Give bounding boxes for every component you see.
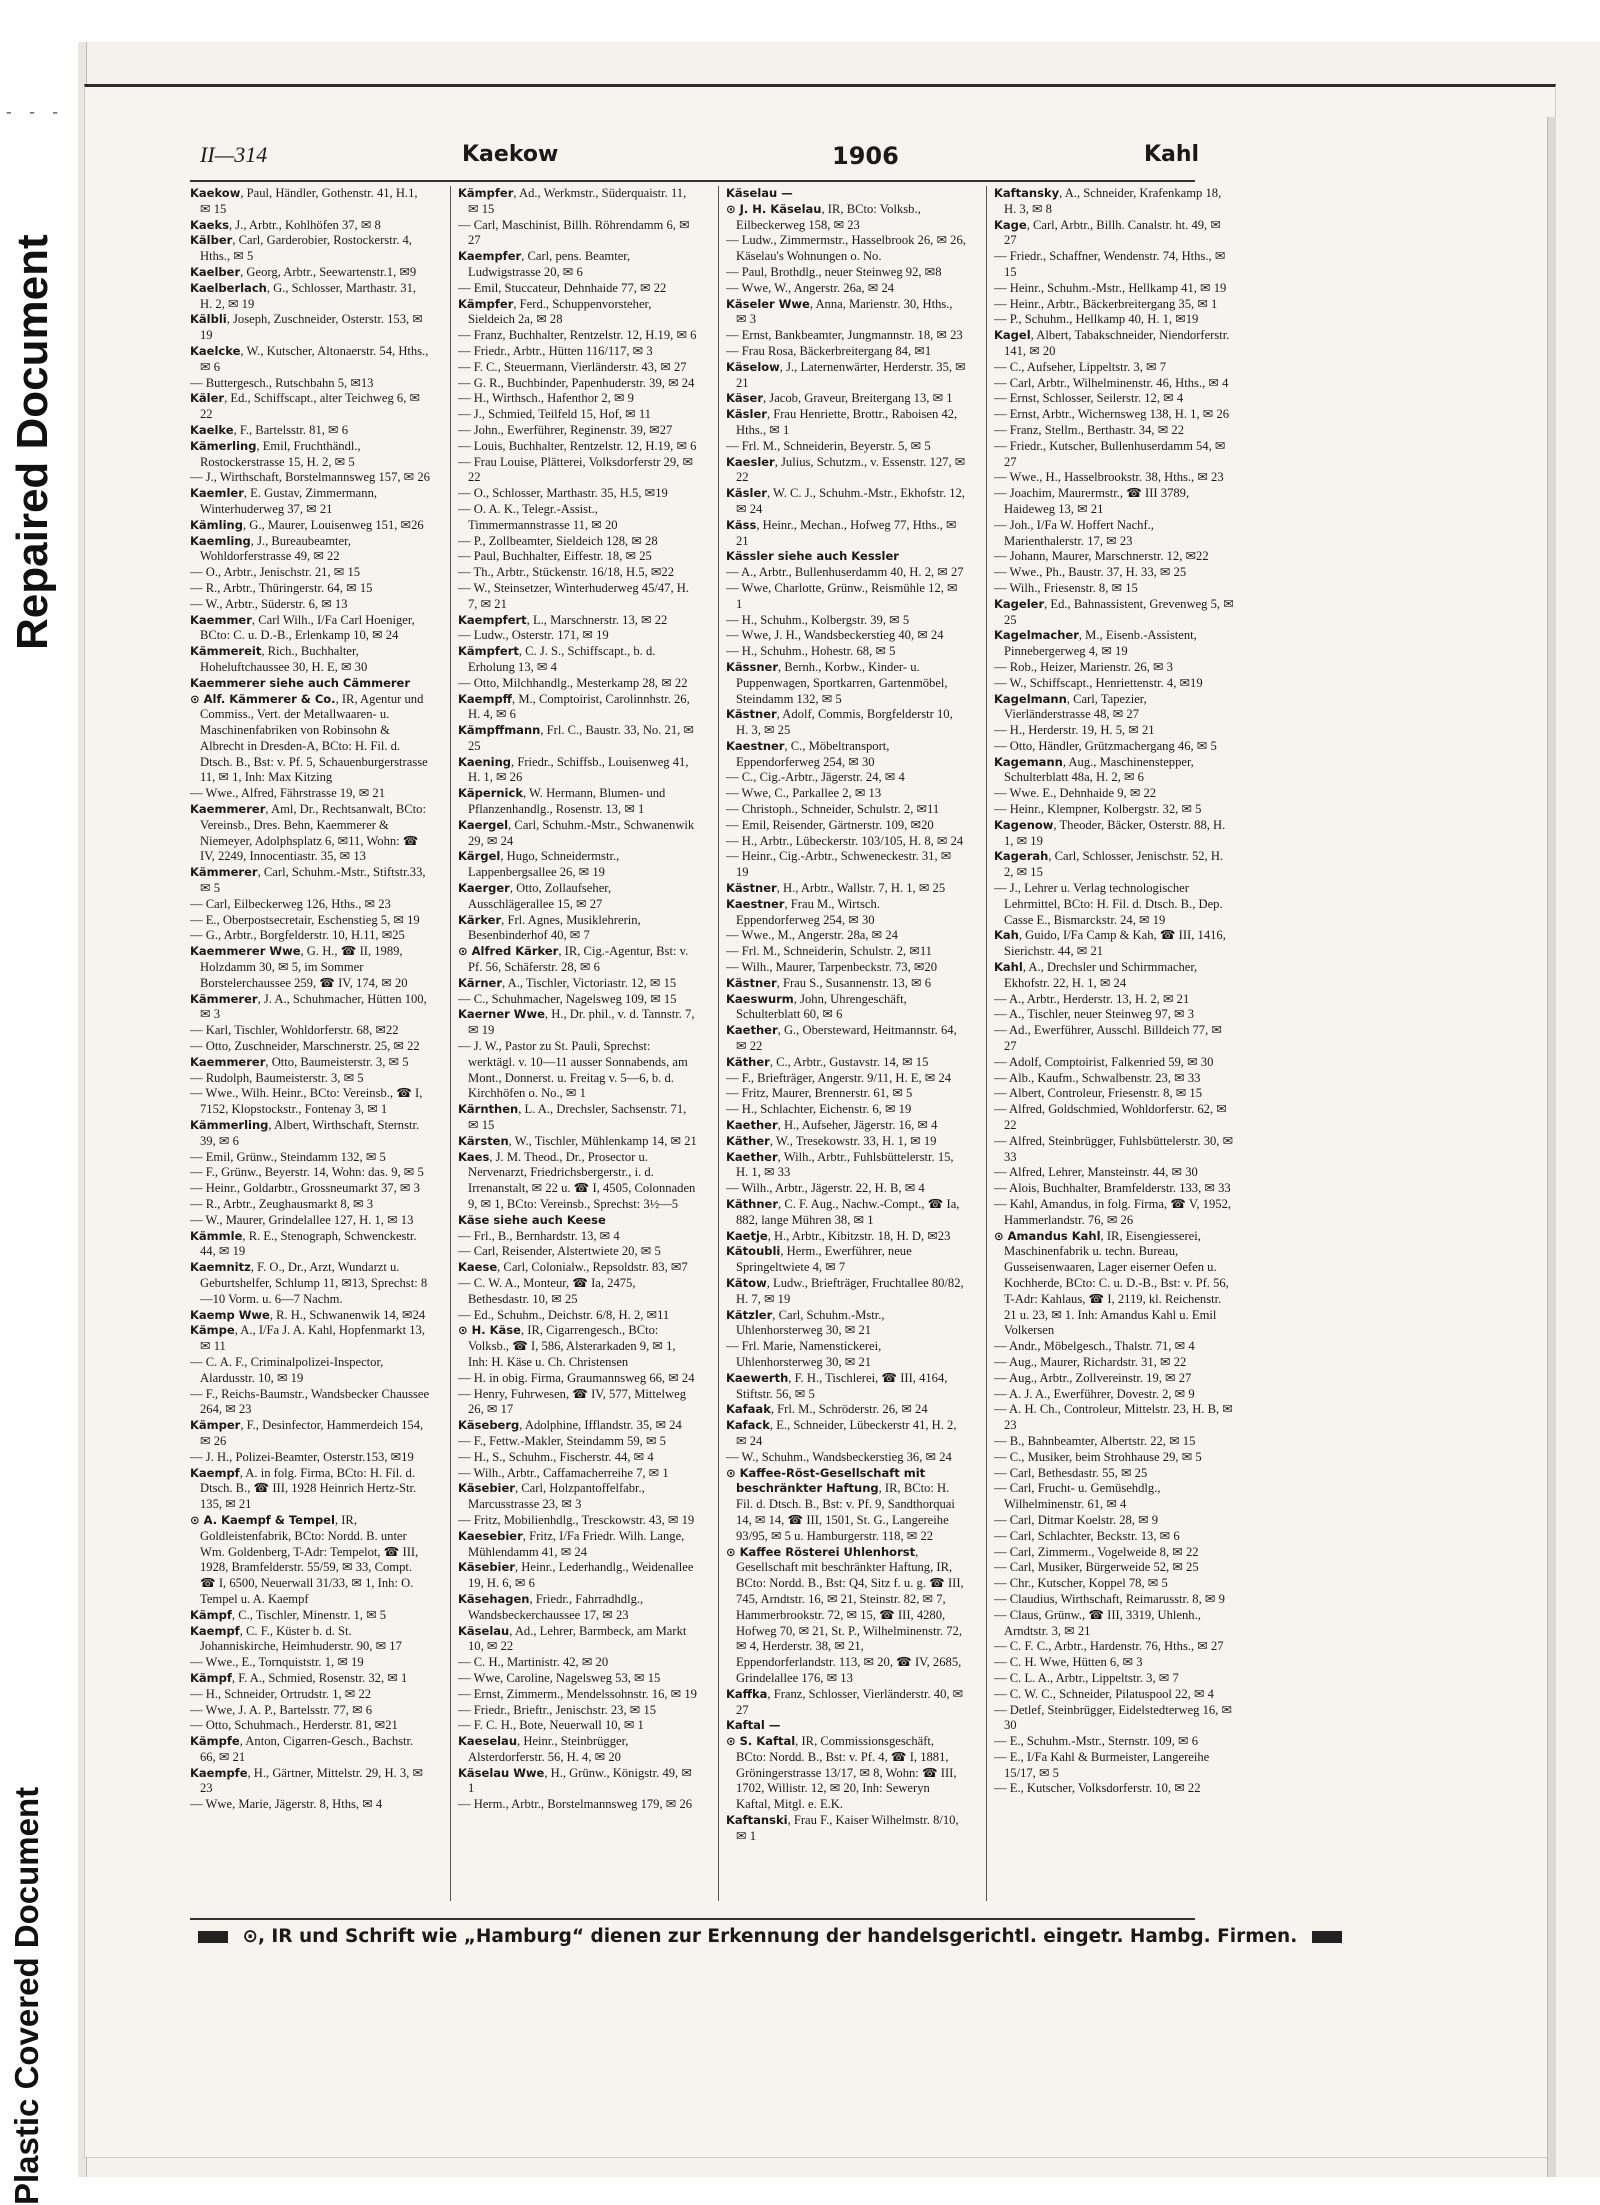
year-heading: 1906 — [832, 142, 899, 170]
directory-entry: Kästner, Adolf, Commis, Borgfelderstr 10, H. 3, ✉ 25 — [726, 707, 953, 738]
directory-entry: ⊙ J. H. Käselau, IR, BCto: Volksb., Eilbeckerweg 158, ✉ 23 — [726, 201, 921, 232]
directory-entry: — Claus, Grünw., ☎ III, 3319, Uhlenh., Arndtstr. 3, ✉ 21 — [994, 1607, 1201, 1638]
directory-entry: — Aug., Arbtr., Zollvereinstr. 19, ✉ 27 — [994, 1370, 1192, 1385]
directory-entry: Kaempf, A. in folg. Firma, BCto: H. Fil. d. Dtsch. B., ☎ III, 1928 Heinrich Hertz-Str. 135, ✉ 21 — [190, 1465, 417, 1512]
directory-entry: — Carl, Maschinist, Billh. Röhrendamm 6, ✉ 27 — [458, 217, 690, 248]
directory-entry: Kässler siehe auch Kessler — [726, 549, 899, 564]
directory-entry: — C. H., Martinistr. 42, ✉ 20 — [458, 1655, 609, 1670]
directory-entry: Kageler, Ed., Bahnassistent, Grevenweg 5, ✉ 25 — [994, 596, 1234, 627]
directory-entry: — A. J. A., Ewerführer, Dovestr. 2, ✉ 9 — [994, 1386, 1195, 1401]
directory-entry: — E., Kutscher, Volksdorferstr. 10, ✉ 22 — [994, 1781, 1201, 1796]
directory-entry: — Herm., Arbtr., Borstelmannsweg 179, ✉ 26 — [458, 1797, 693, 1812]
directory-entry: — Paul, Buchhalter, Eiffestr. 18, ✉ 25 — [458, 549, 652, 564]
directory-entry: Kämpf, C., Tischler, Minenstr. 1, ✉ 5 — [190, 1607, 387, 1622]
directory-entry: — Wwe. E., Dehnhaide 9, ✉ 22 — [994, 786, 1157, 801]
directory-entry: — C., Cig.-Arbtr., Jägerstr. 24, ✉ 4 — [726, 770, 905, 785]
directory-entry: — Ernst, Bankbeamter, Jungmannstr. 18, ✉ 23 — [726, 328, 963, 343]
directory-entry: — Rob., Heizer, Marienstr. 26, ✉ 3 — [994, 659, 1173, 674]
directory-entry: Käselow, J., Laternenwärter, Herderstr. 35, ✉ 21 — [726, 359, 966, 390]
directory-entry: — Fritz, Mobilienhdlg., Tresckowstr. 43, ✉ 19 — [458, 1512, 695, 1527]
directory-entry: Kämmereit, Rich., Buchhalter, Hoheluftchaussee 30, H. E, ✉ 30 — [190, 644, 368, 674]
directory-entry: Kätow, Ludw., Briefträger, Fruchtallee 80/82, H. 7, ✉ 19 — [726, 1275, 964, 1306]
directory-entry: — Frl., B., Bernhardstr. 13, ✉ 4 — [458, 1228, 620, 1243]
directory-entry: Kämper, F., Desinfector, Hammerdeich 154, ✉ 26 — [190, 1418, 424, 1448]
directory-entry: — Alois, Buchhalter, Bramfelderstr. 133, ✉ 33 — [994, 1181, 1231, 1196]
directory-entry: — O. A. K., Telegr.-Assist., Timmermannstrasse 11, ✉ 20 — [458, 501, 618, 532]
directory-entry: Kätzler, Carl, Schuhm.-Mstr., Uhlenhorsterweg 30, ✉ 21 — [726, 1307, 885, 1338]
directory-entry: — C., Schuhmacher, Nagelsweg 109, ✉ 15 — [458, 991, 677, 1006]
repaired-document-label: Repaired Document — [8, 234, 57, 650]
plastic-covered-label: Plastic Covered Document — [8, 1786, 45, 2205]
directory-entry: Kaether, G., Obersteward, Heitmannstr. 64, ✉ 22 — [726, 1023, 957, 1054]
directory-entry: — Christoph., Schneider, Schulstr. 2, ✉11 — [726, 802, 940, 817]
directory-entry: Kaftansky, A., Schneider, Krafenkamp 18, H. 3, ✉ 8 — [994, 186, 1222, 216]
directory-entry: — C., Musiker, beim Strohhause 29, ✉ 5 — [994, 1449, 1202, 1464]
directory-entry: Kärner, A., Tischler, Victoriastr. 12, ✉ 15 — [458, 975, 677, 990]
directory-entry: Kälbli, Joseph, Zuschneider, Osterstr. 153, ✉ 19 — [190, 312, 423, 343]
column-4 — [994, 186, 1234, 1901]
directory-entry: — Paul, Brothdlg., neuer Steinweg 92, ✉8 — [726, 264, 942, 279]
directory-entry: — O., Arbtr., Jenischstr. 21, ✉ 15 — [190, 565, 361, 580]
directory-entry: — F., Reichs-Baumstr., Wandsbecker Chaussee 264, ✉ 23 — [190, 1386, 430, 1417]
directory-entry: Kagenow, Theoder, Bäcker, Osterstr. 88, H. 1, ✉ 19 — [994, 817, 1226, 848]
directory-entry: Kaeks, J., Arbtr., Kohlhöfen 37, ✉ 8 — [190, 217, 381, 232]
directory-entry: Kaemmerer siehe auch Cämmerer — [190, 675, 411, 690]
directory-entry: Käseler Wwe, Anna, Marienstr. 30, Hths., ✉ 3 — [726, 296, 953, 327]
directory-entry: — Otto, Schuhmach., Herderstr. 81, ✉21 — [190, 1718, 398, 1733]
directory-entry: — W., Schiffscapt., Henriettenstr. 4, ✉19 — [994, 675, 1203, 690]
column-3 — [726, 186, 966, 1901]
directory-entry: — C., Aufseher, Lippeltstr. 3, ✉ 7 — [994, 359, 1167, 374]
directory-entry: Kagelmacher, M., Eisenb.-Assistent, Pinnebergerweg 4, ✉ 19 — [994, 628, 1197, 659]
directory-entry: — C. L. A., Arbtr., Lippeltstr. 3, ✉ 7 — [994, 1670, 1179, 1685]
directory-entry: Käsler, Frau Henriette, Brottr., Raboisen 42, Hths., ✉ 1 — [726, 407, 958, 437]
directory-entry: — Friedr., Arbtr., Hütten 116/117, ✉ 3 — [458, 343, 653, 358]
directory-entry: — Wwe, J. A. P., Bartelsstr. 77, ✉ 6 — [190, 1702, 373, 1717]
directory-entry: — Wwe., E., Tornquiststr. 1, ✉ 19 — [190, 1655, 364, 1670]
directory-entry: — Carl, Eilbeckerweg 126, Hths., ✉ 23 — [190, 896, 391, 911]
directory-entry: — Louis, Buchhalter, Rentzelstr. 12, H.19, ✉ 6 — [458, 438, 697, 453]
directory-entry: Kagerah, Carl, Schlosser, Jenischstr. 52, H. 2, ✉ 15 — [994, 849, 1224, 880]
directory-entry: — G., Arbtr., Borgfelderstr. 10, H.11, ✉25 — [190, 928, 405, 943]
directory-entry: — Albert, Controleur, Friesenstr. 8, ✉ 15 — [994, 1086, 1203, 1101]
directory-entry: — C. W. C., Schneider, Pilatuspool 22, ✉ 4 — [994, 1686, 1214, 1701]
directory-entry: — Otto, Milchhandlg., Mesterkamp 28, ✉ 22 — [458, 675, 688, 690]
directory-entry: — P., Schuhm., Hellkamp 40, H. 1, ✉19 — [994, 312, 1199, 327]
directory-entry: Kämerling, Emil, Fruchthändl., Rostockerstrasse 15, H. 2, ✉ 5 — [190, 438, 361, 469]
directory-entry: — C. H. Wwe, Hütten 6, ✉ 3 — [994, 1655, 1143, 1670]
directory-entry: — Ed., Schuhm., Deichstr. 6/8, H. 2, ✉11 — [458, 1307, 670, 1322]
directory-entry: — H. in obig. Firma, Graumannsweg 66, ✉ 24 — [458, 1370, 695, 1385]
directory-entry: — Ernst, Arbtr., Wichernsweg 138, H. 1, ✉ 26 — [994, 407, 1230, 422]
directory-entry: — Frl. Marie, Namenstickerei, Uhlenhorsterweg 30, ✉ 21 — [726, 1339, 882, 1369]
directory-entry: — Wilh., Friesenstr. 8, ✉ 15 — [994, 580, 1138, 595]
directory-entry: — Ernst, Zimmerm., Mendelssohnstr. 16, ✉ 19 — [458, 1686, 697, 1701]
column-1 — [190, 186, 430, 1901]
directory-entry: — Carl, Ditmar Koelstr. 28, ✉ 9 — [994, 1512, 1159, 1527]
directory-entry: Kaemnitz, F. O., Dr., Arzt, Wundarzt u. Geburtshelfer, Schlump 11, ✉13, Sprechst: 8—10 Vorm. u. 6—7 Nachm. — [190, 1260, 428, 1306]
directory-entry: — Th., Arbtr., Stückenstr. 16/18, H.5, ✉22 — [458, 565, 675, 580]
directory-entry: — Ludw., Zimmermstr., Hasselbrook 26, ✉ 26, Käselau's Wohnungen o. No. — [726, 233, 966, 264]
directory-entry: Kaerger, Otto, Zollaufseher, Ausschlägerallee 15, ✉ 27 — [458, 881, 612, 911]
directory-entry: Kälber, Carl, Garderobier, Rostockerstr. 4, Hths., ✉ 5 — [190, 233, 412, 264]
directory-entry: Kafack, E., Schneider, Lübeckerstr 41, H. 2, ✉ 24 — [726, 1418, 957, 1448]
directory-entry: — Ludw., Osterstr. 171, ✉ 19 — [458, 628, 609, 643]
directory-entry: — Wwe., M., Angerstr. 28a, ✉ 24 — [726, 928, 898, 943]
directory-entry: ⊙ Alfred Kärker, IR, Cig.-Agentur, Bst: v. Pf. 56, Schäferstr. 28, ✉ 6 — [458, 944, 689, 975]
directory-entry: Kaempfer, Carl, pens. Beamter, Ludwigstrasse 20, ✉ 6 — [458, 249, 631, 279]
directory-entry: — Emil, Grünw., Steindamm 132, ✉ 5 — [190, 1149, 386, 1164]
directory-entry: — Wilh., Arbtr., Caffamacherreihe 7, ✉ 1 — [458, 1465, 669, 1480]
directory-entry: — Wwe., Ph., Baustr. 37, H. 33, ✉ 25 — [994, 565, 1187, 580]
directory-entry: — Claudius, Wirthschaft, Reimarusstr. 8, ✉ 9 — [994, 1591, 1225, 1606]
directory-entry: — Franz, Buchhalter, Rentzelstr. 12, H.19, ✉ 6 — [458, 328, 697, 343]
directory-entry: — Heinr., Goldarbtr., Grossneumarkt 37, ✉ 3 — [190, 1181, 420, 1196]
header-rule — [190, 180, 1195, 182]
directory-entry: Kaemmer, Carl Wilh., I/Fa Carl Hoeniger, BCto: C. u. D.-B., Erlenkamp 10, ✉ 24 — [190, 612, 415, 643]
directory-entry: Käser, Jacob, Graveur, Breitergang 13, ✉ 1 — [726, 391, 953, 406]
directory-entry: — Alfred, Goldschmied, Wohldorferstr. 62, ✉ 22 — [994, 1102, 1227, 1133]
column-2 — [458, 186, 698, 1901]
directory-entry: — Wwe, Charlotte, Grünw., Reismühle 12, ✉ 1 — [726, 580, 958, 611]
directory-entry: Kaestner, Frau M., Wirtsch. Eppendorferweg 254, ✉ 30 — [726, 896, 880, 927]
directory-entry: — P., Zollbeamter, Sieldeich 128, ✉ 28 — [458, 533, 658, 548]
directory-entry: Kaemmerer, Otto, Baumeisterstr. 3, ✉ 5 — [190, 1054, 409, 1069]
directory-entry: — Franz, Stellm., Berthastr. 34, ✉ 22 — [994, 422, 1184, 437]
directory-entry: — G. R., Buchbinder, Papenhuderstr. 39, ✉ 24 — [458, 375, 695, 390]
directory-entry: — Alfred, Lehrer, Mansteinstr. 44, ✉ 30 — [994, 1165, 1198, 1180]
page-footer — [190, 1918, 1298, 1960]
pointing-hand-icon — [1312, 1931, 1342, 1943]
directory-entry: — Wwe, Caroline, Nagelsweg 53, ✉ 15 — [458, 1670, 661, 1685]
directory-entry: — H., Herderstr. 19, H. 5, ✉ 21 — [994, 723, 1155, 738]
directory-entry: Käsebier, Carl, Holzpantoffelfabr., Marcusstrasse 23, ✉ 3 — [458, 1481, 645, 1512]
directory-entry: Kaftal — — [726, 1718, 781, 1733]
directory-entry: Kaening, Friedr., Schiffsb., Louisenweg 41, H. 1, ✉ 26 — [458, 754, 689, 785]
directory-entry: Kämpfert, C. J. S., Schiffscapt., b. d. Erholung 13, ✉ 4 — [458, 644, 656, 674]
directory-entry: Kaemler, E. Gustav, Zimmermann, Winterhuderweg 37, ✉ 21 — [190, 486, 378, 516]
directory-entry: Kaether, Wilh., Arbtr., Fuhlsbüttelerstr. 15, H. 1, ✉ 33 — [726, 1149, 954, 1180]
directory-entry: — J., Schmied, Teilfeld 15, Hof, ✉ 11 — [458, 407, 651, 422]
directory-entry: Kätoubli, Herm., Ewerführer, neue Springeltwiete 4, ✉ 7 — [726, 1244, 912, 1275]
directory-entry: — Otto, Zuschneider, Marschnerstr. 25, ✉ 22 — [190, 1039, 420, 1054]
directory-entry: Kärsten, W., Tischler, Mühlenkamp 14, ✉ 21 — [458, 1133, 697, 1148]
directory-entry: — Carl, Schlachter, Beckstr. 13, ✉ 6 — [994, 1528, 1180, 1543]
directory-entry: Käler, Ed., Schiffscapt., alter Teichweg 6, ✉ 22 — [190, 391, 421, 422]
directory-entry: — Heinr., Cig.-Arbtr., Schweneckestr. 31, ✉ 19 — [726, 849, 952, 880]
directory-entry: — Wwe, W., Angerstr. 26a, ✉ 24 — [726, 280, 895, 295]
directory-entry: — Heinr., Schuhm.-Mstr., Hellkamp 41, ✉ 19 — [994, 280, 1227, 295]
directory-entry: — A., Arbtr., Bullenhuserdamm 40, H. 2, ✉ 27 — [726, 565, 964, 580]
directory-entry: — Henry, Fuhrwesen, ☎ IV, 577, Mittelweg 26, ✉ 17 — [458, 1386, 687, 1417]
directory-entry: — Wilh., Maurer, Tarpenbeckstr. 73, ✉20 — [726, 960, 938, 975]
directory-entry: — J. H., Polizei-Beamter, Osterstr.153, ✉19 — [190, 1449, 414, 1464]
directory-entry: — A., Arbtr., Herderstr. 13, H. 2, ✉ 21 — [994, 991, 1190, 1006]
directory-entry: — Wwe., Alfred, Fährstrasse 19, ✉ 21 — [190, 786, 385, 801]
directory-entry: Kästner, H., Arbtr., Wallstr. 7, H. 1, ✉ 25 — [726, 881, 946, 896]
directory-entry: — Buttergesch., Rutschbahn 5, ✉13 — [190, 375, 374, 390]
directory-entry: — Emil, Reisender, Gärtnerstr. 109, ✉20 — [726, 817, 934, 832]
directory-entry: — Heinr., Arbtr., Bäckerbreitergang 35, ✉ 1 — [994, 296, 1218, 311]
directory-entry: Kaewerth, F. H., Tischlerei, ☎ III, 4164, Stiftstr. 56, ✉ 5 — [726, 1370, 948, 1401]
directory-entry: Käsler, W. C. J., Schuhm.-Mstr., Ekhofstr. 12, ✉ 24 — [726, 486, 965, 516]
directory-entry: — C. W. A., Monteur, ☎ Ia, 2475, Bethesdastr. 10, ✉ 25 — [458, 1275, 636, 1306]
directory-entry: Kämpfer, Ferd., Schuppenvorsteher, Sieldeich 2a, ✉ 28 — [458, 296, 652, 327]
directory-entry: — Wwe, J. H., Wandsbeckerstieg 40, ✉ 24 — [726, 628, 944, 643]
directory-entry: Käthner, C. F. Aug., Nachw.-Compt., ☎ Ia, 882, lange Mühren 38, ✉ 1 — [726, 1197, 960, 1227]
directory-entry: — Emil, Stuccateur, Dehnhaide 77, ✉ 22 — [458, 280, 667, 295]
directory-entry: Kaemling, J., Bureaubeamter, Wohldorferstrasse 49, ✉ 22 — [190, 533, 351, 564]
directory-entry: Kämpfer, Ad., Werkmstr., Süderquaistr. 11, ✉ 15 — [458, 186, 687, 216]
page-number: II—314 — [200, 142, 268, 167]
directory-entry: — Detlef, Steinbrügger, Eidelstedterweg 16, ✉ 30 — [994, 1702, 1233, 1733]
directory-entry: — H., Arbtr., Lübeckerstr. 103/105, H. 8, ✉ 24 — [726, 833, 964, 848]
directory-entry: Kässner, Bernh., Korbw., Kinder- u. Puppenwagen, Sportkarren, Gartenmöbel, Steindamm 132, ✉ 5 — [726, 659, 948, 706]
directory-entry: — Chr., Kutscher, Koppel 78, ✉ 5 — [994, 1576, 1168, 1591]
directory-entry: — Ad., Ewerführer, Ausschl. Billdeich 77, ✉ 27 — [994, 1023, 1222, 1054]
directory-entry: — Otto, Händler, Grützmachergang 46, ✉ 5 — [994, 738, 1217, 753]
directory-entry: Kaestner, C., Möbeltransport, Eppendorferweg 254, ✉ 30 — [726, 738, 890, 769]
directory-entry: — Rudolph, Baumeisterstr. 3, ✉ 5 — [190, 1070, 364, 1085]
column-divider — [718, 186, 719, 1901]
directory-entry: — H., S., Schuhm., Fischerstr. 44, ✉ 4 — [458, 1449, 654, 1464]
directory-entry: Kämmle, R. E., Stenograph, Schwenckestr. 44, ✉ 19 — [190, 1228, 417, 1259]
directory-entry: — Aug., Maurer, Richardstr. 31, ✉ 22 — [994, 1354, 1187, 1369]
directory-entry: — F. C., Steuermann, Vierländerstr. 43, ✉ 27 — [458, 359, 687, 374]
directory-entry: Käselau — — [726, 186, 793, 200]
last-entry-heading: Kahl — [1144, 142, 1200, 167]
directory-entry: Kaesebier, Fritz, I/Fa Friedr. Wilh. Lange, Mühlendamm 41, ✉ 24 — [458, 1528, 685, 1559]
directory-entry: — Carl, Bethesdastr. 55, ✉ 25 — [994, 1465, 1148, 1480]
directory-entry: Kämmerer, Carl, Schuhm.-Mstr., Stiftstr.33, ✉ 5 — [190, 865, 426, 896]
directory-entry: — A., Tischler, neuer Steinweg 97, ✉ 3 — [994, 1007, 1194, 1022]
side-label-strip — [0, 0, 78, 2205]
directory-entry: Kaeselau, Heinr., Steinbrügger, Alsterdorferstr. 56, H. 4, ✉ 20 — [458, 1734, 629, 1764]
directory-entry: — R., Arbtr., Zeughausmarkt 8, ✉ 3 — [190, 1197, 373, 1211]
directory-entry: Käselau, Ad., Lehrer, Barmbeck, am Markt 10, ✉ 22 — [458, 1623, 687, 1654]
directory-entry: — J., Wirthschaft, Borstelmannsweg 157, ✉ 26 — [190, 470, 430, 485]
directory-entry: — Alb., Kaufm., Schwalbenstr. 23, ✉ 33 — [994, 1070, 1201, 1085]
directory-entry: Kaelke, F., Bartelsstr. 81, ✉ 6 — [190, 422, 349, 437]
directory-entry: Kaffka, Franz, Schlosser, Vierländerstr. 40, ✉ 27 — [726, 1686, 964, 1717]
directory-entry: — W., Steinsetzer, Winterhuderweg 45/47, H. 7, ✉ 21 — [458, 580, 689, 611]
column-divider — [986, 186, 987, 1901]
directory-entry: ⊙ Kaffee Rösterei Uhlenhorst, Gesellschaft mit beschränkter Haftung, IR, BCto: Nordd. B., Bst: Q4, Sitz f. u. g. ☎ III, 745, Arndtstr. 16, ✉ 21, Steinstr. 82, ✉ 7, Hammerbrookstr. 72, ✉ 15, ☎ III, 4280, Hofweg 70, ✉ 21, St. P., Wilhelminenstr. 72, ✉ 4, Herderstr. 38, ✉ 21, Eppendorferlandstr. 113, ✉ 20, ☎ IV, 2685, Grindelallee 176, ✉ 13 — [726, 1544, 964, 1685]
directory-entry: — Carl, Arbtr., Wilhelminenstr. 46, Hths., ✉ 4 — [994, 375, 1229, 390]
directory-entry: — E., Schuhm.-Mstr., Sternstr. 109, ✉ 6 — [994, 1734, 1199, 1749]
directory-entry: — F., Fettw.-Makler, Steindamm 59, ✉ 5 — [458, 1433, 666, 1448]
directory-entry: ⊙ Kaffee-Röst-Gesellschaft mit beschränkter Haftung, IR, BCto: H. Fil. d. Dtsch. B., Bst: v. Pf. 9, Sandthorquai 14, ✉ 14, ☎ III, 1501, St. G., Langereihe 93/95, ✉ 5 u. Hamburgerstr. 118, ✉ 22 — [726, 1465, 955, 1543]
directory-entry: Kaemp Wwe, R. H., Schwanenwik 14, ✉24 — [190, 1307, 426, 1322]
directory-entry: Kaerner Wwe, H., Dr. phil., v. d. Tannstr. 7, ✉ 19 — [458, 1007, 695, 1038]
directory-entry: Kaetje, H., Arbtr., Kibitzstr. 18, H. D, ✉23 — [726, 1228, 951, 1243]
directory-entry: Kaese, Carl, Colonialw., Repsoldstr. 83, ✉7 — [458, 1260, 688, 1275]
directory-entry: Kämmerer, J. A., Schuhmacher, Hütten 100, ✉ 3 — [190, 991, 427, 1022]
directory-entry: — Carl, Musiker, Bürgerweide 52, ✉ 25 — [994, 1560, 1199, 1575]
directory-entry: Kaeswurm, John, Uhrengeschäft, Schulterblatt 60, ✉ 6 — [726, 991, 907, 1022]
directory-entry: — J. W., Pastor zu St. Pauli, Sprechst: werktägl. v. 10—11 ausser Sonnabends, am Mont., Donnerst. u. Freitag v. 5—6, b. d. Kirchhöfen o. No., ✉ 1 — [458, 1039, 688, 1101]
directory-entry: — O., Schlosser, Marthastr. 35, H.5, ✉19 — [458, 486, 668, 501]
directory-entry: — Friedr., Brieftr., Jenischstr. 23, ✉ 15 — [458, 1702, 657, 1717]
page-edge — [1547, 117, 1556, 2177]
directory-entry: Käther, W., Tresekowstr. 33, H. 1, ✉ 19 — [726, 1133, 937, 1148]
pointing-hand-icon — [198, 1931, 228, 1943]
directory-entry: Kah, Guido, I/Fa Camp & Kah, ☎ III, 1416, Sierichstr. 44, ✉ 21 — [994, 928, 1226, 959]
directory-entry: — F., Briefträger, Angerstr. 9/11, H. E, ✉ 24 — [726, 1070, 952, 1085]
directory-entry: — W., Schuhm., Wandsbeckerstieg 36, ✉ 24 — [726, 1449, 952, 1464]
directory-entry: — H., Schneider, Ortrudstr. 1, ✉ 22 — [190, 1686, 372, 1701]
directory-entry: — John., Ewerführer, Reginenstr. 39, ✉27 — [458, 422, 673, 437]
directory-entry: Kaemmerer Wwe, G. H., ☎ II, 1989, Holzdamm 30, ✉ 5, im Sommer Borstelerchaussee 259, ☎ IV, 174, ✉ 20 — [190, 944, 408, 990]
directory-entry: Kagelmann, Carl, Tapezier, Vierländerstrasse 48, ✉ 27 — [994, 691, 1147, 722]
directory-entry: — W., Maurer, Grindelallee 127, H. 1, ✉ 13 — [190, 1212, 414, 1227]
directory-entry: Kagemann, Aug., Maschinenstepper, Schulterblatt 48a, H. 2, ✉ 6 — [994, 754, 1194, 785]
directory-entry: — Carl, Reisender, Alstertwiete 20, ✉ 5 — [458, 1244, 661, 1259]
directory-entry: Kaelcke, W., Kutscher, Altonaerstr. 54, Hths., ✉ 6 — [190, 343, 429, 374]
directory-entry: Käse siehe auch Keese — [458, 1212, 606, 1227]
directory-entry: — Fritz, Maurer, Brennerstr. 61, ✉ 5 — [726, 1086, 913, 1101]
directory-entry: — H., Schlachter, Eichenstr. 6, ✉ 19 — [726, 1102, 912, 1117]
directory-entry: Käseberg, Adolphine, Ifflandstr. 35, ✉ 24 — [458, 1418, 682, 1433]
directory-entry: — Frau Louise, Plätterei, Volksdorferstr 29, ✉ 22 — [458, 454, 693, 485]
directory-entry: — Friedr., Schaffner, Wendenstr. 74, Hths., ✉ 15 — [994, 249, 1226, 279]
directory-entry: Kaempfe, H., Gärtner, Mittelstr. 29, H. 3, ✉ 23 — [190, 1765, 423, 1796]
directory-entry: — Wwe, Marie, Jägerstr. 8, Hths, ✉ 4 — [190, 1797, 383, 1812]
directory-entry: Kämmerling, Albert, Wirthschaft, Sternstr. 39, ✉ 6 — [190, 1118, 420, 1148]
directory-entry: — Frau Rosa, Bäckerbreitergang 84, ✉1 — [726, 343, 932, 358]
directory-entry: Kagel, Albert, Tabakschneider, Niendorferstr. 141, ✉ 20 — [994, 328, 1230, 358]
directory-entry: — H., Schuhm., Hohestr. 68, ✉ 5 — [726, 644, 896, 659]
top-dashes: - - - — [4, 104, 63, 122]
directory-entry: — E., Oberpostsecretair, Eschenstieg 5, ✉ 19 — [190, 912, 420, 927]
directory-entry: — Wilh., Arbtr., Jägerstr. 22, H. B, ✉ 4 — [726, 1181, 925, 1196]
directory-entry: — Heinr., Klempner, Kolbergstr. 32, ✉ 5 — [994, 802, 1202, 817]
directory-entry: — Frl. M., Schneiderin, Beyerstr. 5, ✉ 5 — [726, 438, 931, 453]
directory-entry: Kahl, A., Drechsler und Schirmmacher, Ekhofstr. 22, H. 1, ✉ 24 — [994, 960, 1198, 990]
directory-entry: — C. A. F., Criminalpolizei-Inspector, Alardusstr. 10, ✉ 19 — [190, 1354, 384, 1385]
directory-entry: Kaes, J. M. Theod., Dr., Prosector u. Nervenarzt, Friedrichsbergerstr., i. d. Irrenanstalt, ✉ 22 u. ☎ I, 4505, Colonnaden 9, ✉ 1, BCto: Vereinsb., Sprechst: 3½—5 — [458, 1149, 696, 1211]
directory-entry: Kaempff, M., Comptoirist, Carolinnhstr. 26, H. 4, ✉ 6 — [458, 691, 690, 722]
footer-note: ⊙, IR und Schrift wie „Hamburg“ dienen zur Erkennung der handelsgerichtl. eingetr. Hambg. Firmen. — [242, 1926, 1298, 1947]
directory-entry: Kaempfert, L., Marschnerstr. 13, ✉ 22 — [458, 612, 668, 627]
directory-entry: Kästner, Frau S., Susannenstr. 13, ✉ 6 — [726, 975, 932, 990]
directory-entry: Kärnthen, L. A., Drechsler, Sachsenstr. 71, ✉ 15 — [458, 1102, 687, 1133]
directory-entry: Kämpf, F. A., Schmied, Rosenstr. 32, ✉ 1 — [190, 1670, 408, 1685]
directory-entry: — Ernst, Schlosser, Seilerstr. 12, ✉ 4 — [994, 391, 1184, 406]
directory-entry: Kaergel, Carl, Schuhm.-Mstr., Schwanenwik 29, ✉ 24 — [458, 817, 695, 848]
directory-entry: — E., I/Fa Kahl & Burmeister, Langereihe 15/17, ✉ 5 — [994, 1749, 1210, 1780]
directory-entry: — Joh., I/Fa W. Hoffert Nachf., Marienthalerstr. 17, ✉ 23 — [994, 517, 1154, 548]
directory-entry: Kämpfe, Anton, Cigarren-Gesch., Bachstr. 66, ✉ 21 — [190, 1734, 414, 1764]
directory-entry: — Kahl, Amandus, in folg. Firma, ☎ V, 1952, Hammerlandstr. 76, ✉ 26 — [994, 1197, 1232, 1227]
directory-entry: — J., Lehrer u. Verlag technologischer Lehrmittel, BCto: H. Fil. d. Dtsch. B., Dep. Casse E., Bismarckstr. 24, ✉ 19 — [994, 881, 1223, 927]
directory-entry: — Wwe, C., Parkallee 2, ✉ 13 — [726, 786, 882, 801]
directory-entry: Kaelberlach, G., Schlosser, Marthastr. 31, H. 2, ✉ 19 — [190, 280, 417, 311]
directory-entry: — Andr., Möbelgesch., Thalstr. 71, ✉ 4 — [994, 1339, 1195, 1354]
directory-entry: — A. H. Ch., Controleur, Mittelstr. 23, H. B, ✉ 23 — [994, 1402, 1233, 1433]
directory-entry: — Johann, Maurer, Marschnerstr. 12, ✉22 — [994, 549, 1209, 564]
directory-entry: Käss, Heinr., Mechan., Hofweg 77, Hths., ✉ 21 — [726, 517, 957, 548]
directory-entry: — Carl, Frucht- u. Gemüsehdlg., Wilhelminenstr. 61, ✉ 4 — [994, 1481, 1161, 1512]
directory-entry: — Carl, Zimmerm., Vogelweide 8, ✉ 22 — [994, 1544, 1199, 1559]
first-entry-heading: Kaekow — [462, 142, 559, 167]
directory-entry: — Alfred, Steinbrügger, Fuhlsbüttelerstr. 30, ✉ 33 — [994, 1133, 1234, 1164]
directory-entry: — Joachim, Maurermstr., ☎ III 3789, Haideweg 13, ✉ 21 — [994, 486, 1190, 516]
directory-entry: Kaelber, Georg, Arbtr., Seewartenstr.1, ✉9 — [190, 264, 417, 279]
directory-entry: Kafaak, Frl. M., Schröderstr. 26, ✉ 24 — [726, 1402, 928, 1417]
directory-entry: — C. F. C., Arbtr., Hardenstr. 76, Hths., ✉ 27 — [994, 1639, 1224, 1654]
directory-entry: — F. C. H., Bote, Neuerwall 10, ✉ 1 — [458, 1718, 644, 1733]
directory-entry: — Adolf, Comptoirist, Falkenried 59, ✉ 30 — [994, 1054, 1214, 1069]
directory-entry: — Friedr., Kutscher, Bullenhuserdamm 54, ✉ 27 — [994, 438, 1226, 469]
column-divider — [450, 186, 451, 1901]
directory-entry: ⊙ Alf. Kämmerer & Co., IR, Agentur und Commiss., Vert. der Metallwaaren- u. Maschinenfabriken von Robinsohn & Albrecht in Dresden-A, BCto: H. Fil. d. Dtsch. B., Bst: v. Pf. 5, Schauenburgerstrasse 11, ✉ 1, Inh: Max Kitzing — [190, 691, 428, 785]
directory-entry: ⊙ S. Kaftal, IR, Commissionsgeschäft, BCto: Nordd. B., Bst: v. Pf. 4, ☎ I, 1881, Gröningerstrasse 13/17, ✉ 8, Wohn: ☎ III, 1702, Willistr. 12, ✉ 20, Inh: Seweryn Kaftal, Mitgl. e. E.K. — [726, 1734, 957, 1812]
directory-entry: — Wwe., Wilh. Heinr., BCto: Vereinsb., ☎ I, 7152, Klopstockstr., Fontenay 3, ✉ 1 — [190, 1086, 423, 1117]
directory-entry: Käther, C., Arbtr., Gustavstr. 14, ✉ 15 — [726, 1054, 929, 1069]
directory-entry: Kaemmerer, Aml, Dr., Rechtsanwalt, BCto: Vereinsb., Dres. Behn, Kaemmerer & Niemeyer, Adolphsplatz 6, ✉11, Wohn: ☎ IV, 2249, Innocentiastr. 35, ✉ 13 — [190, 802, 426, 864]
directory-entry: Kaekow, Paul, Händler, Gothenstr. 41, H.1, ✉ 15 — [190, 186, 418, 216]
directory-entry: ⊙ A. Kaempf & Tempel, IR, Goldleistenfabrik, BCto: Nordd. B. unter Wm. Goldenberg, T-Adr: Tempelot, ☎ III, 1928, Bramfelderstr. 55/59, ✉ 33, Compt. ☎ I, 6500, Neuerwall 31/33, ✉ 1, Inh: O. Tempel u. A. Kaempf — [190, 1512, 419, 1606]
directory-entry: — B., Bahnbeamter, Albertstr. 22, ✉ 15 — [994, 1433, 1196, 1448]
directory-entry: Kämpe, A., I/Fa J. A. Kahl, Hopfenmarkt 13, ✉ 11 — [190, 1323, 425, 1354]
directory-entry: ⊙ H. Käse, IR, Cigarrengesch., BCto: Volksb., ☎ I, 586, Alsterarkaden 9, ✉ 1, Inh: H. Käse u. Ch. Christensen — [458, 1323, 676, 1369]
directory-entry: Käsebier, Heinr., Lederhandlg., Weidenallee 19, H. 6, ✉ 6 — [458, 1560, 694, 1591]
directory-entry: — F., Grünw., Beyerstr. 14, Wohn: das. 9, ✉ 5 — [190, 1165, 424, 1180]
directory-entry: Kämpffmann, Frl. C., Baustr. 33, No. 21, ✉25 — [458, 723, 694, 753]
directory-entry: — Wwe., H., Hasselbrookstr. 38, Hths., ✉ 23 — [994, 470, 1224, 485]
directory-entry: Kaftanski, Frau F., Kaiser Wilhelmstr. 8/10, ✉ 1 — [726, 1813, 959, 1843]
directory-entry: Kaesler, Julius, Schutzm., v. Essenstr. 127, ✉ 22 — [726, 454, 966, 485]
directory-entry: Kämling, G., Maurer, Louisenweg 151, ✉26 — [190, 517, 424, 532]
page-header — [122, 142, 1200, 178]
directory-entry: Kärgel, Hugo, Schneidermstr., Lappenbergsallee 26, ✉ 19 — [458, 849, 620, 880]
directory-entry: — H., Wirthsch., Hafenthor 2, ✉ 9 — [458, 391, 634, 406]
directory-entry: — H., Schuhm., Kolbergstr. 39, ✉ 5 — [726, 612, 910, 627]
directory-entry: — Frl. M., Schneiderin, Schulstr. 2, ✉11 — [726, 944, 932, 959]
directory-entry: ⊙ Amandus Kahl, IR, Eisengiesserei, Maschinenfabrik u. techn. Bureau, Gusseisenwaaren, Lager eiserner Oefen u. Kochherde, BCto: C. u. D.-B., Bst: v. Pf. 56, T-Adr: Kahlaus, ☎ I, 2119, kl. Reichenstr. 21 u. 23, ✉ 1. Inh: Amandus Kahl u. Emil Volkersen — [994, 1228, 1229, 1338]
directory-entry: Kaempf, C. F., Küster b. d. St. Johanniskirche, Heimhuderstr. 90, ✉ 17 — [190, 1623, 402, 1654]
directory-entry: Kaether, H., Aufseher, Jägerstr. 16, ✉ 4 — [726, 1118, 938, 1133]
directory-entry: — R., Arbtr., Thüringerstr. 64, ✉ 15 — [190, 580, 373, 595]
directory-entry: Kage, Carl, Arbtr., Billh. Canalstr. ht. 49, ✉ 27 — [994, 217, 1221, 248]
directory-entry: Käselau Wwe, H., Grünw., Königstr. 49, ✉ 1 — [458, 1765, 692, 1796]
directory-entry: Käsehagen, Friedr., Fahrradhdlg., Wandsbeckerchaussee 17, ✉ 23 — [458, 1591, 644, 1622]
directory-entry: Käpernick, W. Hermann, Blumen- und Pflanzenhandlg., Rosenstr. 13, ✉ 1 — [458, 786, 666, 817]
directory-entry: Kärker, Frl. Agnes, Musiklehrerin, Besenbinderhof 40, ✉ 7 — [458, 912, 641, 943]
directory-entry: — W., Arbtr., Süderstr. 6, ✉ 13 — [190, 596, 348, 611]
directory-entry: — Karl, Tischler, Wohldorferstr. 68, ✉22 — [190, 1023, 399, 1038]
